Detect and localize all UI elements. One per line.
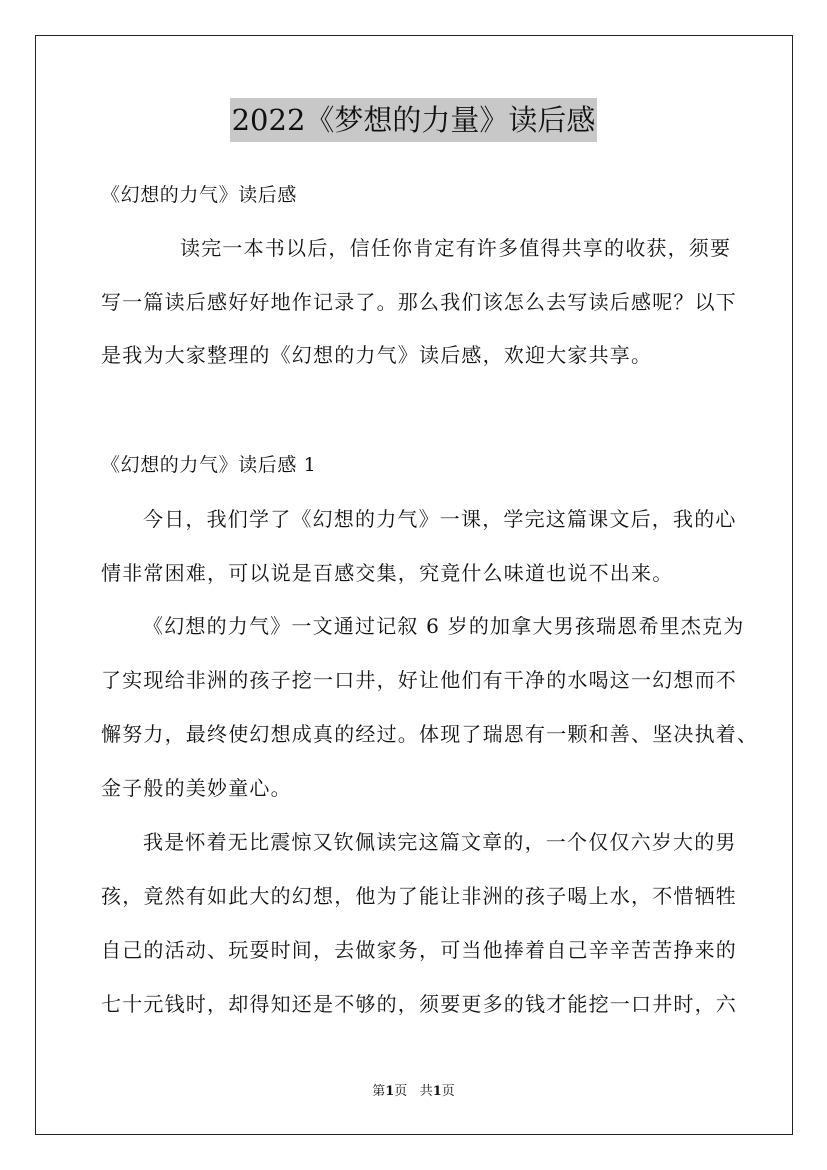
footer-page-mid: 页 共 [394,1084,433,1099]
title-container [0,98,827,142]
body-line-5: 懈努力，最终使幻想成真的经过。体现了瑞恩有一颗和善、坚决执着、 [101,722,759,746]
page-footer [0,1083,827,1101]
body-line-9: 自己的活动、玩耍时间，去做家务，可当他捧着自己辛辛苦苦挣来的 [101,938,737,962]
body-line-7: 我是怀着无比震惊又钦佩读完这篇文章的，一个仅仅六岁大的男 [143,830,737,854]
section-heading: 《幻想的力气》读后感 1 [101,454,317,476]
body-line-10: 七十元钱时，却得知还是不够的，须要更多的钱才能挖一口井时，六 [101,992,737,1016]
body-line-6: 金子般的美妙童心。 [101,776,292,800]
intro-line-2: 写一篇读后感好好地作记录了。那么我们该怎么去写读后感呢？以下 [101,290,737,314]
body-line-4: 了实现给非洲的孩子挖一口井，好让他们有干净的水喝这一幻想而不 [101,668,737,692]
body-line-8: 孩，竟然有如此大的幻想，他为了能让非洲的孩子喝上水，不惜牺牲 [101,884,737,908]
footer-page-number: 1 [385,1084,395,1099]
body-line-1: 今日，我们学了《幻想的力气》一课，学完这篇课文后，我的心 [143,507,737,531]
body-line-3: 《幻想的力气》一文通过记叙 6 岁的加拿大男孩瑞恩希里杰克为 [143,614,745,638]
intro-line-1: 读完一本书以后，信任你肯定有许多值得共享的收获，须要 [180,236,732,260]
body-line-2: 情非常困难，可以说是百感交集，究竟什么味道也说不出来。 [101,561,674,585]
document-subtitle: 《幻想的力气》读后感 [101,184,298,206]
intro-line-3: 是我为大家整理的《幻想的力气》读后感，欢迎大家共享。 [101,343,653,367]
footer-page-total: 1 [432,1084,442,1099]
document-title: 2022《梦想的力量》读后感 [230,98,598,142]
footer-page-prefix: 第 [372,1084,386,1099]
footer-page-suffix: 页 [441,1084,455,1099]
